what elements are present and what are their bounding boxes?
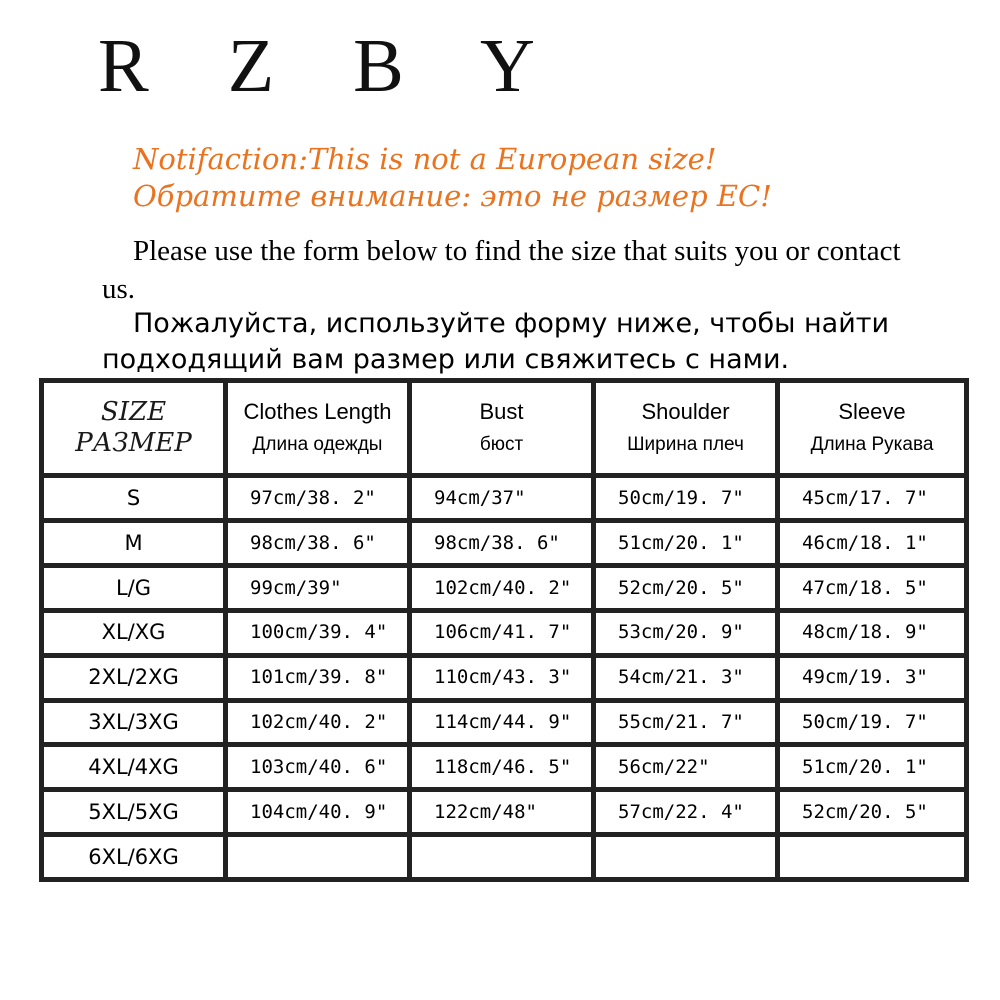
size-header-en: SIZE xyxy=(100,397,167,428)
measurement-cell: 103cm/40. 6" xyxy=(228,747,407,787)
size-header-cell xyxy=(44,383,223,473)
size-cell: L/G xyxy=(44,568,223,608)
size-chart-table xyxy=(39,378,969,882)
measurement-cell: 48cm/18. 9" xyxy=(780,613,964,653)
size-cell: 5XL/5XG xyxy=(44,792,223,832)
measurement-cell: 102cm/40. 2" xyxy=(228,703,407,743)
size-cell: 3XL/3XG xyxy=(44,703,223,743)
size-cell: 6XL/6XG xyxy=(44,837,223,877)
intro-english: Please use the form below to find the size that suits you or contact us. xyxy=(102,235,901,305)
table-row xyxy=(44,792,964,832)
measurement-cell: 114cm/44. 9" xyxy=(412,703,591,743)
measurement-cell: 118cm/46. 5" xyxy=(412,747,591,787)
column-header-en: Clothes Length xyxy=(243,399,392,425)
table-row xyxy=(44,703,964,743)
size-cell: S xyxy=(44,478,223,518)
measurement-cell: 110cm/43. 3" xyxy=(412,658,591,698)
measurement-cell: 47cm/18. 5" xyxy=(780,568,964,608)
header-row xyxy=(44,383,964,473)
table-row xyxy=(44,478,964,518)
column-header-ru: бюст xyxy=(479,434,524,456)
measurement-cell: 98cm/38. 6" xyxy=(412,523,591,563)
measurement-cell: 56cm/22" xyxy=(596,747,775,787)
measurement-cell: 50cm/19. 7" xyxy=(780,703,964,743)
measurement-cell xyxy=(596,837,775,877)
measurement-cell: 52cm/20. 5" xyxy=(780,792,964,832)
measurement-cell: 54cm/21. 3" xyxy=(596,658,775,698)
column-header-shoulder xyxy=(596,383,775,473)
measurement-cell: 57cm/22. 4" xyxy=(596,792,775,832)
measurement-cell: 51cm/20. 1" xyxy=(780,747,964,787)
measurement-cell: 94cm/37" xyxy=(412,478,591,518)
measurement-cell: 97cm/38. 2" xyxy=(228,478,407,518)
notice-english: Notifaction:This is not a European size! xyxy=(133,142,717,176)
measurement-cell: 99cm/39" xyxy=(228,568,407,608)
table-row xyxy=(44,568,964,608)
measurement-cell: 100cm/39. 4" xyxy=(228,613,407,653)
measurement-cell: 101cm/39. 8" xyxy=(228,658,407,698)
measurement-cell: 102cm/40. 2" xyxy=(412,568,591,608)
size-cell: M xyxy=(44,523,223,563)
measurement-cell: 98cm/38. 6" xyxy=(228,523,407,563)
measurement-cell: 49cm/19. 3" xyxy=(780,658,964,698)
column-header-bust xyxy=(412,383,591,473)
size-header-ru: РАЗМЕР xyxy=(75,428,192,459)
column-header-ru: Длина одежды xyxy=(252,434,383,456)
measurement-cell: 104cm/40. 9" xyxy=(228,792,407,832)
column-header-en: Shoulder xyxy=(641,399,730,425)
measurement-cell xyxy=(412,837,591,877)
measurement-cell: 53cm/20. 9" xyxy=(596,613,775,653)
table-row xyxy=(44,747,964,787)
size-cell: 2XL/2XG xyxy=(44,658,223,698)
measurement-cell: 106cm/41. 7" xyxy=(412,613,591,653)
column-header-en: Sleeve xyxy=(838,399,906,425)
intro-russian: Пожалуйста, используйте форму ниже, чтобы найти подходящий вам размер или свяжитесь с нами. xyxy=(102,308,890,375)
measurement-cell xyxy=(228,837,407,877)
measurement-cell: 122cm/48" xyxy=(412,792,591,832)
notice-russian: Обратите внимание: это не размер ЕС! xyxy=(133,179,772,213)
measurement-cell: 45cm/17. 7" xyxy=(780,478,964,518)
measurement-cell xyxy=(780,837,964,877)
size-chart-body xyxy=(44,383,964,877)
table-row xyxy=(44,523,964,563)
measurement-cell: 50cm/19. 7" xyxy=(596,478,775,518)
measurement-cell: 46cm/18. 1" xyxy=(780,523,964,563)
table-row xyxy=(44,837,964,877)
size-cell: XL/XG xyxy=(44,613,223,653)
column-header-en: Bust xyxy=(479,399,524,425)
measurement-cell: 52cm/20. 5" xyxy=(596,568,775,608)
column-header-ru: Ширина плеч xyxy=(627,434,744,456)
column-header-length xyxy=(228,383,407,473)
measurement-cell: 51cm/20. 1" xyxy=(596,523,775,563)
table-row xyxy=(44,658,964,698)
brand-logo: R Z B Y xyxy=(98,24,565,108)
column-header-ru: Длина Рукава xyxy=(810,434,934,456)
column-header-sleeve xyxy=(780,383,964,473)
size-cell: 4XL/4XG xyxy=(44,747,223,787)
table-row xyxy=(44,613,964,653)
measurement-cell: 55cm/21. 7" xyxy=(596,703,775,743)
